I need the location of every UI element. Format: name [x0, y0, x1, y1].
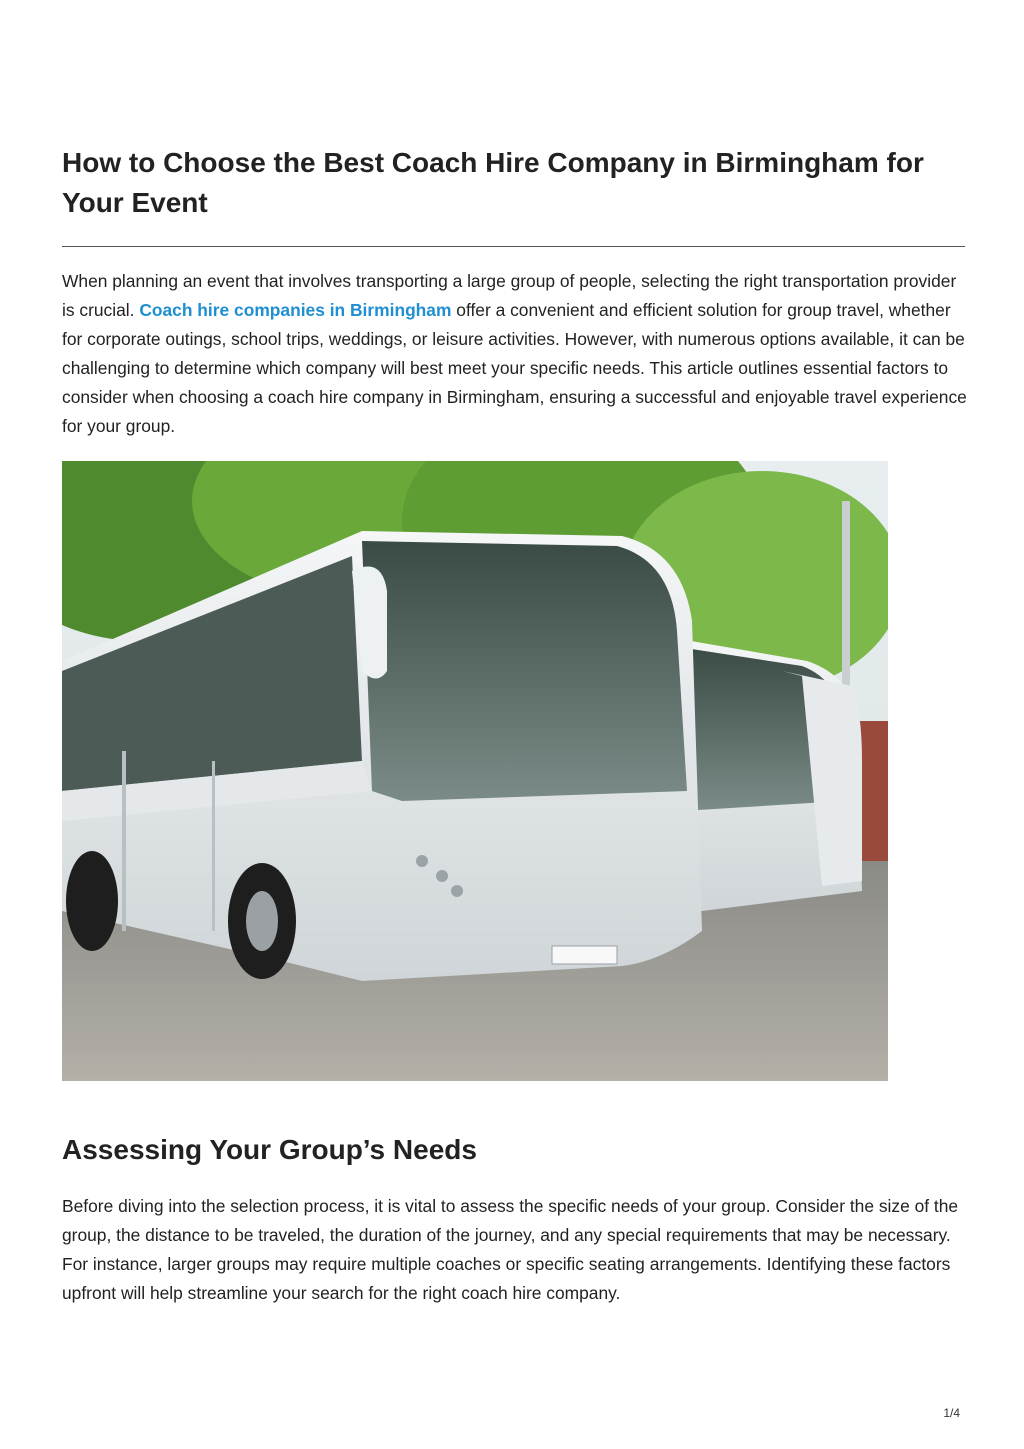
coach-hire-link[interactable]: Coach hire companies in Birmingham — [139, 300, 452, 320]
page-number: 1/4 — [943, 1406, 960, 1420]
article-title: How to Choose the Best Coach Hire Company in Birmingham for Your Event — [62, 147, 924, 218]
section-heading: Assessing Your Group’s Needs — [62, 1134, 477, 1165]
intro-paragraph — [62, 267, 967, 441]
title-divider — [62, 246, 965, 247]
intro-text-start: When planning an event that involves transporting a large group of people, selecting the right transportation provider is crucial. — [62, 271, 957, 320]
coaches-photo — [62, 461, 888, 1081]
section-paragraph: Before diving into the selection process, it is vital to assess the specific needs of your group. Consider the size of the group, the distance to be traveled, the duration of the journey, and any special requirements that may be necessary. For instance, larger groups may require multiple coaches or specific seating arrangements. Identifying these factors upfront will help streamline your search for the right coach hire company. — [62, 1196, 959, 1303]
intro-text-end: offer a convenient and efficient solution for group travel, whether for corporate outings, school trips, weddings, or leisure activities. However, with numerous options available, it can be challenging to determine which company will best meet your specific needs. This article outlines essential factors to consider when choosing a coach hire company in Birmingham, ensuring a successful and enjoyable travel experience for your group. — [62, 300, 967, 436]
